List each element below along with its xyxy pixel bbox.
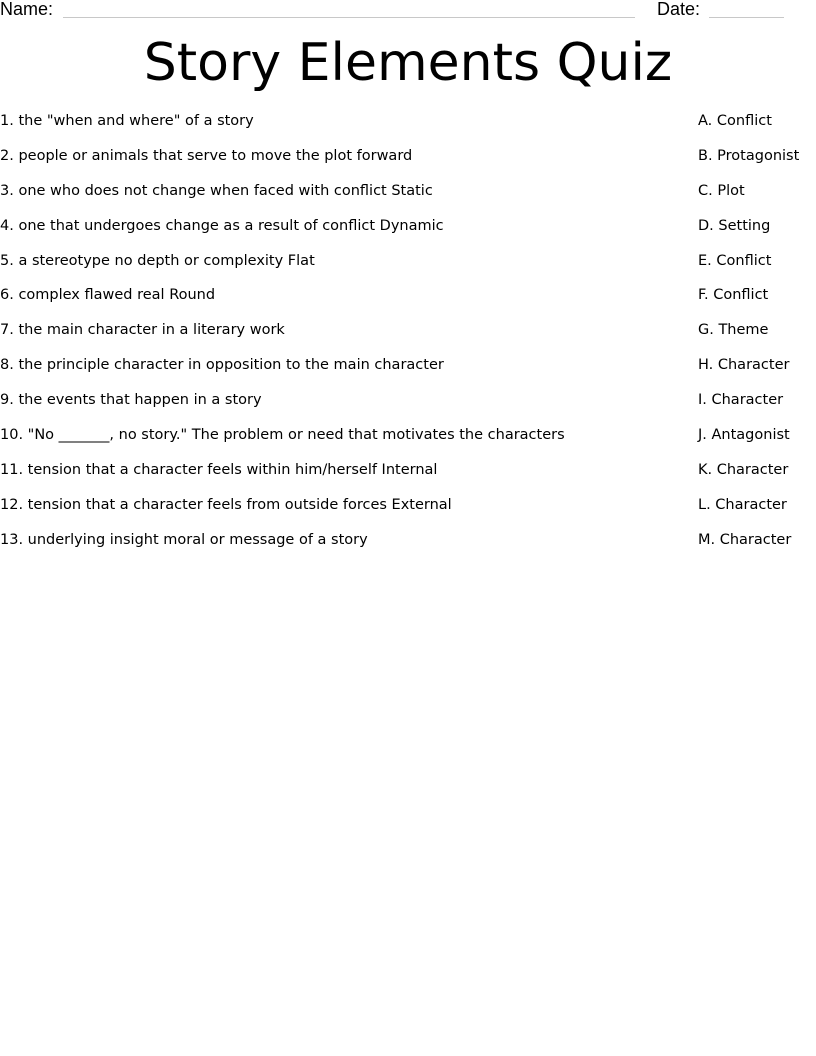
answer-option: E. Conflict [698, 252, 772, 269]
quiz-list [0, 111, 816, 565]
quiz-row-13 [0, 530, 816, 565]
clue-text: 2. people or animals that serve to move the plot forward [0, 147, 413, 164]
answer-option: I. Character [698, 392, 784, 409]
clue-text: 3. one who does not change when faced with conflict Static [0, 182, 433, 199]
answer-option: D. Setting [698, 217, 771, 234]
answer-option: M. Character [698, 531, 792, 548]
clue-text: 11. tension that a character feels within him/herself Internal [0, 461, 438, 478]
quiz-row-8 [0, 355, 816, 390]
quiz-row-12 [0, 495, 816, 530]
clue-text: 13. underlying insight moral or message of a story [0, 531, 368, 548]
quiz-row-10 [0, 425, 816, 460]
clue-text: 4. one that undergoes change as a result of conflict Dynamic [0, 217, 444, 234]
name-label: Name: [0, 0, 54, 19]
quiz-row-6 [0, 285, 816, 320]
page-title: Story Elements Quiz [143, 33, 673, 93]
quiz-row-7 [0, 320, 816, 355]
clue-text: 10. "No _______, no story." The problem or need that motivates the characters [0, 427, 565, 444]
quiz-row-11 [0, 460, 816, 495]
clue-text: 12. tension that a character feels from outside forces External [0, 496, 452, 513]
answer-option: G. Theme [698, 322, 769, 339]
worksheet-header [0, 0, 816, 24]
answer-option: F. Conflict [698, 287, 769, 304]
answer-option: A. Conflict [698, 113, 772, 129]
answer-option: L. Character [698, 496, 787, 513]
clue-text: 5. a stereotype no depth or complexity Flat [0, 252, 315, 269]
quiz-row-4 [0, 216, 816, 251]
answer-option: K. Character [698, 461, 789, 478]
answer-option: B. Protagonist [698, 147, 800, 164]
clue-text: 1. the "when and where" of a story [0, 113, 254, 129]
quiz-row-1 [0, 111, 816, 146]
quiz-row-9 [0, 390, 816, 425]
clue-text: 8. the principle character in opposition to the main character [0, 357, 444, 374]
quiz-row-2 [0, 146, 816, 181]
answer-option: C. Plot [698, 182, 745, 199]
clue-text: 9. the events that happen in a story [0, 392, 262, 409]
answer-option: J. Antagonist [698, 427, 790, 444]
quiz-row-5 [0, 251, 816, 286]
date-field-line[interactable] [709, 17, 784, 18]
name-field-line[interactable] [63, 17, 635, 18]
quiz-row-3 [0, 181, 816, 216]
date-label: Date: [657, 0, 701, 19]
answer-option: H. Character [698, 357, 790, 374]
clue-text: 7. the main character in a literary work [0, 322, 285, 339]
clue-text: 6. complex flawed real Round [0, 287, 216, 304]
